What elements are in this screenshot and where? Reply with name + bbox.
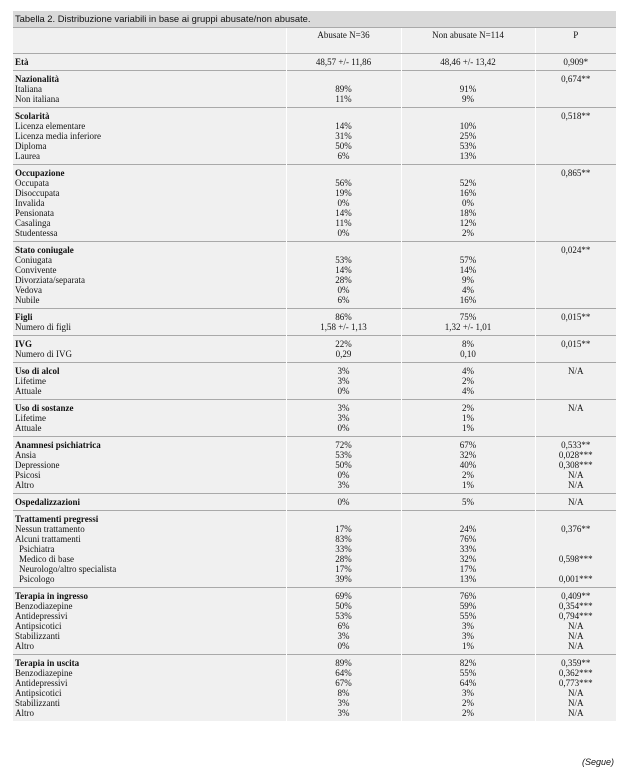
value-non-abusate: 3% [401, 631, 535, 641]
row-label: Licenza media inferiore [15, 131, 101, 141]
value-p [535, 413, 616, 423]
value-non-abusate [401, 108, 535, 122]
table-row [13, 218, 616, 228]
row-label: Altro [15, 480, 34, 490]
value-abusate: 14% [286, 265, 401, 275]
value-p: N/A [535, 470, 616, 480]
data-table [13, 28, 616, 721]
table-caption: Tabella 2. Distribuzione variabili in base ai gruppi abusate/non abusate. [13, 11, 616, 28]
header-label [13, 28, 286, 54]
section-title-row [13, 165, 616, 179]
section-title-row [13, 309, 616, 323]
value-abusate: 83% [286, 534, 401, 544]
value-p: N/A [535, 688, 616, 698]
value-p: 0,794*** [535, 611, 616, 621]
table-row [13, 688, 616, 698]
row-label: Psicosi [15, 470, 41, 480]
row-label: Disoccupata [15, 188, 60, 198]
value-p: 0,865** [535, 165, 616, 179]
value-non-abusate: 55% [401, 611, 535, 621]
section-title-row [13, 54, 616, 71]
section-title-row [13, 655, 616, 669]
section-title: Terapia in uscita [13, 655, 286, 669]
value-non-abusate: 52% [401, 178, 535, 188]
value-non-abusate: 1,32 +/- 1,01 [401, 322, 535, 336]
value-non-abusate: 33% [401, 544, 535, 554]
value-abusate: 89% [286, 655, 401, 669]
row-label: Vedova [15, 285, 42, 295]
value-abusate [286, 165, 401, 179]
table-row [13, 275, 616, 285]
value-non-abusate: 76% [401, 588, 535, 602]
value-p [535, 423, 616, 437]
value-abusate: 28% [286, 275, 401, 285]
header-non-abusate: Non abusate N=114 [401, 28, 535, 54]
value-non-abusate: 1% [401, 423, 535, 437]
value-p: N/A [535, 708, 616, 721]
value-abusate: 72% [286, 437, 401, 451]
table-row [13, 84, 616, 94]
value-abusate: 0% [286, 470, 401, 480]
header-abusate: Abusate N=36 [286, 28, 401, 54]
value-p: N/A [535, 621, 616, 631]
table-row [13, 460, 616, 470]
row-label: Lifetime [15, 413, 46, 423]
value-abusate: 53% [286, 255, 401, 265]
value-abusate: 67% [286, 678, 401, 688]
row-label: Italiana [15, 84, 42, 94]
row-label: Stabilizzanti [15, 631, 60, 641]
row-label: Coniugata [15, 255, 52, 265]
table-row [13, 228, 616, 242]
value-non-abusate: 64% [401, 678, 535, 688]
row-label: Numero di figli [15, 322, 71, 332]
value-p [535, 218, 616, 228]
value-non-abusate: 4% [401, 285, 535, 295]
row-label: Altro [15, 641, 34, 651]
row-label: Altro [15, 708, 34, 718]
section-title-row [13, 108, 616, 122]
value-non-abusate: 24% [401, 524, 535, 534]
header-p: P [535, 28, 616, 54]
value-non-abusate: 14% [401, 265, 535, 275]
value-non-abusate: 9% [401, 275, 535, 285]
value-p: 0,015** [535, 336, 616, 350]
section-title-row [13, 511, 616, 525]
value-non-abusate: 16% [401, 188, 535, 198]
value-p [535, 188, 616, 198]
value-non-abusate: 10% [401, 121, 535, 131]
value-non-abusate: 67% [401, 437, 535, 451]
value-abusate: 17% [286, 524, 401, 534]
value-p: 0,354*** [535, 601, 616, 611]
value-abusate: 53% [286, 450, 401, 460]
section-title: Età [13, 54, 286, 71]
table-row [13, 544, 616, 554]
table-row [13, 121, 616, 131]
value-abusate [286, 511, 401, 525]
row-label: Psichiatra [19, 544, 55, 554]
value-non-abusate: 4% [401, 386, 535, 400]
row-label: Convivente [15, 265, 57, 275]
table-row [13, 708, 616, 721]
value-p [535, 198, 616, 208]
value-non-abusate: 9% [401, 94, 535, 108]
row-label: Nubile [15, 295, 40, 305]
value-p: 0,359** [535, 655, 616, 669]
section-title: Trattamenti pregressi [13, 511, 286, 525]
row-label: Psicologo [19, 574, 55, 584]
row-label: Casalinga [15, 218, 51, 228]
value-non-abusate: 1% [401, 413, 535, 423]
value-abusate: 6% [286, 295, 401, 309]
row-label: Medico di base [19, 554, 74, 564]
value-non-abusate: 0% [401, 198, 535, 208]
value-p [535, 511, 616, 525]
section-title: Figli [13, 309, 286, 323]
value-abusate: 0% [286, 198, 401, 208]
value-abusate: 3% [286, 363, 401, 377]
row-label: Invalida [15, 198, 45, 208]
value-abusate: 0,29 [286, 349, 401, 363]
value-p [535, 121, 616, 131]
value-p [535, 255, 616, 265]
section-title: Occupazione [13, 165, 286, 179]
value-non-abusate: 16% [401, 295, 535, 309]
value-abusate: 33% [286, 544, 401, 554]
value-p: N/A [535, 698, 616, 708]
row-label: Antipsicotici [15, 621, 62, 631]
value-p: 0,518** [535, 108, 616, 122]
value-abusate: 3% [286, 631, 401, 641]
value-p [535, 265, 616, 275]
value-p: N/A [535, 631, 616, 641]
value-p: 0,308*** [535, 460, 616, 470]
value-non-abusate [401, 71, 535, 85]
value-abusate: 6% [286, 621, 401, 631]
value-non-abusate: 48,46 +/- 13,42 [401, 54, 535, 71]
value-non-abusate: 1% [401, 480, 535, 494]
value-non-abusate [401, 511, 535, 525]
value-p [535, 285, 616, 295]
value-abusate: 0% [286, 423, 401, 437]
table-row [13, 534, 616, 544]
table-row [13, 574, 616, 588]
value-p [535, 349, 616, 363]
value-non-abusate: 17% [401, 564, 535, 574]
value-non-abusate: 40% [401, 460, 535, 470]
value-non-abusate: 8% [401, 336, 535, 350]
value-non-abusate: 0,10 [401, 349, 535, 363]
value-abusate: 86% [286, 309, 401, 323]
value-abusate: 0% [286, 641, 401, 655]
value-abusate: 3% [286, 413, 401, 423]
value-abusate: 11% [286, 94, 401, 108]
table-row [13, 131, 616, 141]
table-row [13, 265, 616, 275]
value-abusate: 1,58 +/- 1,13 [286, 322, 401, 336]
value-non-abusate: 57% [401, 255, 535, 265]
continued-note: (Segue) [581, 757, 614, 767]
row-label: Antidepressivi [15, 611, 68, 621]
table-row [13, 554, 616, 564]
value-non-abusate: 76% [401, 534, 535, 544]
row-label: Antidepressivi [15, 678, 68, 688]
row-label: Alcuni trattamenti [15, 534, 81, 544]
value-abusate: 22% [286, 336, 401, 350]
section-title-row [13, 242, 616, 256]
table-row [13, 621, 616, 631]
value-abusate: 19% [286, 188, 401, 198]
row-label: Divorziata/separata [15, 275, 85, 285]
value-abusate: 53% [286, 611, 401, 621]
table-row [13, 151, 616, 165]
value-abusate: 31% [286, 131, 401, 141]
value-abusate: 0% [286, 285, 401, 295]
row-label: Attuale [15, 386, 42, 396]
table-row [13, 668, 616, 678]
section-title-row [13, 588, 616, 602]
table-row [13, 470, 616, 480]
row-label: Nessun trattamento [15, 524, 85, 534]
value-p: 0,024** [535, 242, 616, 256]
value-non-abusate: 91% [401, 84, 535, 94]
row-label: Benzodiazepine [15, 668, 73, 678]
table-row [13, 178, 616, 188]
value-non-abusate: 3% [401, 621, 535, 631]
value-abusate: 14% [286, 208, 401, 218]
row-label: Antipsicotici [15, 688, 62, 698]
value-p [535, 151, 616, 165]
value-non-abusate: 59% [401, 601, 535, 611]
table-row [13, 208, 616, 218]
row-label: Occupata [15, 178, 49, 188]
value-p [535, 228, 616, 242]
value-non-abusate: 3% [401, 688, 535, 698]
table-row [13, 322, 616, 336]
row-label: Lifetime [15, 376, 46, 386]
value-p: 0,533** [535, 437, 616, 451]
value-non-abusate: 13% [401, 151, 535, 165]
value-p: 0,362*** [535, 668, 616, 678]
section-title: Nazionalità [13, 71, 286, 85]
table-row [13, 188, 616, 198]
value-non-abusate: 5% [401, 494, 535, 511]
value-p [535, 544, 616, 554]
table-row [13, 480, 616, 494]
value-non-abusate: 18% [401, 208, 535, 218]
value-p [535, 376, 616, 386]
table-row [13, 386, 616, 400]
value-non-abusate: 25% [401, 131, 535, 141]
table-row [13, 349, 616, 363]
value-p [535, 295, 616, 309]
value-p [535, 84, 616, 94]
value-abusate: 39% [286, 574, 401, 588]
value-non-abusate [401, 165, 535, 179]
value-non-abusate: 4% [401, 363, 535, 377]
value-abusate: 3% [286, 376, 401, 386]
value-p: 0,773*** [535, 678, 616, 688]
row-label: Studentessa [15, 228, 58, 238]
value-p [535, 208, 616, 218]
value-abusate: 14% [286, 121, 401, 131]
value-non-abusate: 2% [401, 400, 535, 414]
table-row [13, 141, 616, 151]
value-non-abusate: 2% [401, 708, 535, 721]
value-p [535, 178, 616, 188]
value-abusate: 0% [286, 386, 401, 400]
table-row [13, 601, 616, 611]
value-p: N/A [535, 641, 616, 655]
value-p: 0,015** [535, 309, 616, 323]
row-label: Ansia [15, 450, 36, 460]
value-non-abusate: 32% [401, 450, 535, 460]
value-p [535, 94, 616, 108]
row-label: Pensionata [15, 208, 54, 218]
section-title: Uso di alcol [13, 363, 286, 377]
value-p: 0,028*** [535, 450, 616, 460]
value-abusate: 6% [286, 151, 401, 165]
value-abusate: 17% [286, 564, 401, 574]
section-title-row [13, 363, 616, 377]
value-abusate: 50% [286, 460, 401, 470]
value-non-abusate: 1% [401, 641, 535, 655]
value-p: 0,674** [535, 71, 616, 85]
table-row [13, 641, 616, 655]
value-abusate: 0% [286, 494, 401, 511]
value-abusate: 50% [286, 141, 401, 151]
value-p: N/A [535, 363, 616, 377]
value-abusate: 69% [286, 588, 401, 602]
value-abusate: 8% [286, 688, 401, 698]
value-non-abusate [401, 242, 535, 256]
section-title-row [13, 71, 616, 85]
value-abusate: 50% [286, 601, 401, 611]
table-row [13, 698, 616, 708]
value-abusate: 56% [286, 178, 401, 188]
section-title-row [13, 336, 616, 350]
table-row [13, 94, 616, 108]
value-p: N/A [535, 494, 616, 511]
section-title-row [13, 400, 616, 414]
table-row [13, 678, 616, 688]
value-p [535, 141, 616, 151]
value-abusate: 3% [286, 400, 401, 414]
table-row [13, 285, 616, 295]
section-title: Uso di sostanze [13, 400, 286, 414]
value-non-abusate: 75% [401, 309, 535, 323]
value-non-abusate: 82% [401, 655, 535, 669]
value-non-abusate: 55% [401, 668, 535, 678]
row-label: Numero di IVG [15, 349, 72, 359]
value-non-abusate: 13% [401, 574, 535, 588]
value-p [535, 322, 616, 336]
value-abusate [286, 71, 401, 85]
section-title: IVG [13, 336, 286, 350]
table-row [13, 450, 616, 460]
row-label: Laurea [15, 151, 40, 161]
value-p [535, 275, 616, 285]
table-row [13, 564, 616, 574]
value-p [535, 386, 616, 400]
section-title: Stato coniugale [13, 242, 286, 256]
value-abusate: 48,57 +/- 11,86 [286, 54, 401, 71]
table-row [13, 611, 616, 621]
section-title-row [13, 437, 616, 451]
value-non-abusate: 2% [401, 228, 535, 242]
value-non-abusate: 32% [401, 554, 535, 564]
value-abusate: 3% [286, 708, 401, 721]
value-non-abusate: 2% [401, 470, 535, 480]
value-p: N/A [535, 480, 616, 494]
value-non-abusate: 2% [401, 698, 535, 708]
section-title: Terapia in ingresso [13, 588, 286, 602]
row-label: Attuale [15, 423, 42, 433]
row-label: Non italiana [15, 94, 60, 104]
value-p: N/A [535, 400, 616, 414]
table-row [13, 524, 616, 534]
value-abusate: 11% [286, 218, 401, 228]
value-abusate [286, 108, 401, 122]
table-row [13, 631, 616, 641]
row-label: Benzodiazepine [15, 601, 73, 611]
table-row [13, 423, 616, 437]
value-abusate: 64% [286, 668, 401, 678]
value-p: 0,376** [535, 524, 616, 534]
row-label: Depressione [15, 460, 60, 470]
table-row [13, 255, 616, 265]
value-non-abusate: 2% [401, 376, 535, 386]
table-row [13, 413, 616, 423]
value-p [535, 564, 616, 574]
value-abusate: 3% [286, 698, 401, 708]
section-title: Anamnesi psichiatrica [13, 437, 286, 451]
value-p: 0,598*** [535, 554, 616, 564]
value-non-abusate: 12% [401, 218, 535, 228]
value-p: 0,001*** [535, 574, 616, 588]
table-header-row [13, 28, 616, 54]
value-non-abusate: 53% [401, 141, 535, 151]
section-title-row [13, 494, 616, 511]
value-abusate [286, 242, 401, 256]
value-p [535, 131, 616, 141]
value-abusate: 0% [286, 228, 401, 242]
row-label: Diploma [15, 141, 47, 151]
value-abusate: 89% [286, 84, 401, 94]
row-label: Licenza elementare [15, 121, 86, 131]
value-p [535, 534, 616, 544]
value-abusate: 28% [286, 554, 401, 564]
value-p: 0,409** [535, 588, 616, 602]
row-label: Stabilizzanti [15, 698, 60, 708]
table-row [13, 376, 616, 386]
section-title: Ospedalizzazioni [13, 494, 286, 511]
section-title: Scolarità [13, 108, 286, 122]
value-abusate: 3% [286, 480, 401, 494]
table-row [13, 295, 616, 309]
value-p: 0,909* [535, 54, 616, 71]
row-label: Neurologo/altro specialista [19, 564, 117, 574]
table-row [13, 198, 616, 208]
